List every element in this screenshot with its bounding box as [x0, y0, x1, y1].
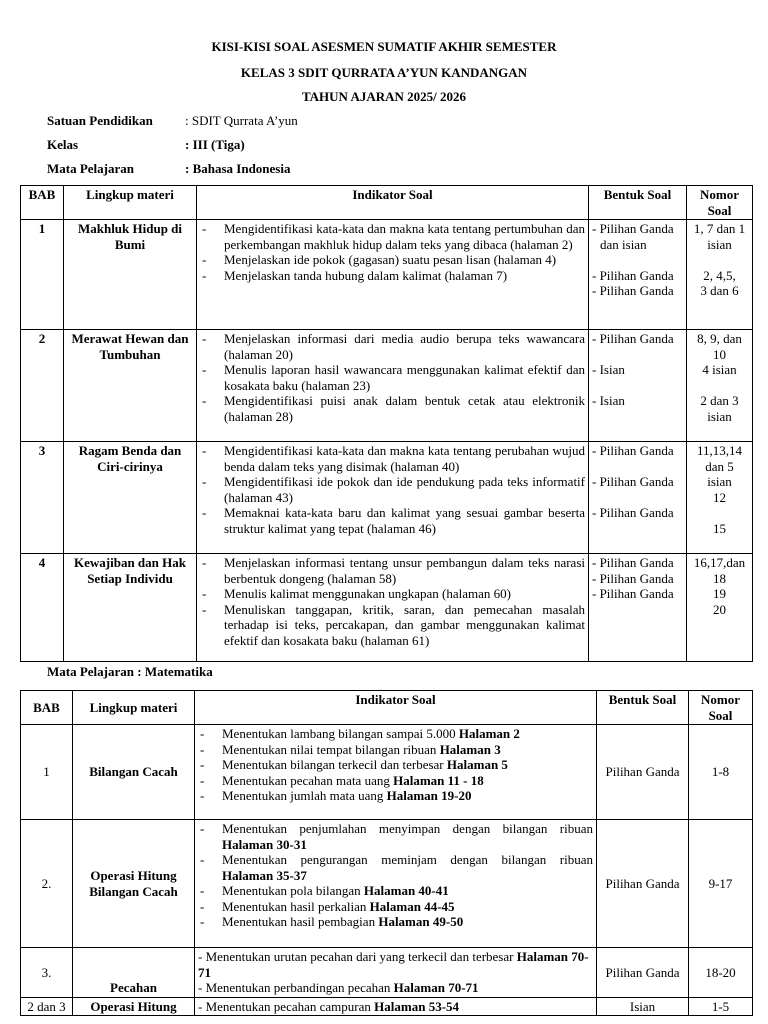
indikator-page: Halaman 44-45 — [369, 898, 455, 914]
indikator-page: Halaman 53-54 — [374, 998, 460, 1014]
indikator-text: - Menentukan urutan pecahan dari yang terkecil dan terbesar — [198, 949, 517, 964]
info-kelas-label: Kelas — [47, 137, 79, 152]
indikator-item — [198, 899, 593, 915]
cell-bab: 3. — [21, 948, 73, 998]
indikator-text: Menentukan pecahan mata uang — [222, 772, 394, 788]
bentuk-line — [592, 252, 683, 268]
info-kelas — [47, 137, 245, 153]
table-header-row — [21, 186, 753, 220]
bentuk-line: dan isian — [600, 236, 647, 252]
indikator-item — [198, 821, 593, 852]
table-row — [21, 442, 753, 554]
bentuk-line: - Pilihan Ganda — [592, 443, 674, 458]
table-row — [21, 554, 753, 662]
nomor-line: 16,17,dan — [693, 555, 746, 570]
indikator-item: - Menulis kalimat menggunakan ungkapan (halaman 60) — [200, 586, 585, 602]
indikator-item: - Mengidentifikasi kata-kata dan makna kata tentang pertumbuhan dan perkembangan makhluk hidup dalam teks yang dibaca (halaman 2) — [200, 221, 585, 252]
cell-lingkup: Merawat Hewan dan Tumbuhan — [64, 330, 197, 442]
indikator-text: - Menentukan perbandingan pecahan — [198, 980, 394, 995]
table-matematika — [20, 690, 753, 1016]
indikator-item: - Mengidentifikasi puisi anak dalam bentuk cetak atau elektronik (halaman 28) — [200, 393, 585, 424]
nomor-line: isian — [707, 474, 732, 489]
indikator-item — [198, 726, 593, 742]
cell-bentuk — [589, 220, 687, 330]
cell-bab: 1 — [21, 725, 73, 820]
table-header-row — [21, 691, 753, 725]
bentuk-line: - Pilihan Ganda — [592, 505, 674, 520]
cell-indikator — [195, 820, 597, 948]
header-indikator: Indikator Soal — [197, 186, 589, 220]
nomor-line: 19 — [713, 586, 726, 601]
indikator-item — [198, 788, 593, 804]
nomor-line: 12 — [713, 489, 726, 505]
indikator-text: Menentukan pola bilangan — [222, 883, 364, 898]
nomor-line: dan 5 — [705, 458, 734, 474]
cell-bab: 2. — [21, 820, 73, 948]
indikator-page: Halaman 40-41 — [363, 883, 449, 898]
header-bentuk: Bentuk Soal — [597, 691, 689, 725]
indikator-item — [198, 773, 593, 789]
bentuk-line: - Isian — [592, 362, 625, 377]
bentuk-line: - Pilihan Ganda — [592, 555, 674, 570]
indikator-text: - Menentukan pecahan campuran — [198, 998, 375, 1014]
table-row — [21, 820, 753, 948]
indikator-text: Menentukan pengurangan meminjam dengan bilangan ribuan — [222, 852, 593, 867]
indikator-item — [198, 914, 593, 930]
doc-title-line3: TAHUN AJARAN 2025/ 2026 — [301, 89, 467, 104]
cell-nomor — [687, 442, 753, 554]
bentuk-line — [592, 459, 683, 475]
nomor-line: 2, 4,5, — [703, 267, 736, 283]
nomor-line: 20 — [713, 601, 726, 617]
indikator-text: Menentukan hasil perkalian — [222, 898, 370, 914]
bentuk-line — [592, 378, 683, 394]
nomor-line: 15 — [713, 520, 726, 536]
indikator-page: Halaman 3 — [439, 741, 501, 757]
cell-indikator — [197, 554, 589, 662]
header-nomor: Nomor Soal — [687, 186, 753, 220]
cell-bab: 2 dan 3 — [21, 997, 73, 1016]
indikator-item — [198, 852, 593, 883]
indikator-item: - Menjelaskan ide pokok (gagasan) suatu pesan lisan (halaman 4) — [200, 252, 585, 268]
table-row — [21, 997, 753, 1016]
mapel-matematika: Mata Pelajaran : Matematika — [47, 664, 213, 679]
bentuk-line: - Pilihan Ganda — [592, 474, 674, 489]
indikator-item — [198, 883, 593, 899]
indikator-page: Halaman 35-37 — [222, 867, 307, 883]
indikator-item: - Mengidentifikasi ide pokok dan ide pendukung pada teks informatif (halaman 43) — [200, 474, 585, 505]
header-bab: BAB — [21, 691, 73, 725]
cell-nomor: 18-20 — [689, 948, 753, 998]
cell-lingkup: Makhluk Hidup di Bumi — [64, 220, 197, 330]
cell-bab: 3 — [21, 442, 64, 554]
indikator-page: Halaman 5 — [446, 757, 508, 772]
indikator-item: - Menjelaskan tanda hubung dalam kalimat (halaman 7) — [200, 268, 585, 284]
cell-nomor — [687, 330, 753, 442]
cell-indikator — [195, 725, 597, 820]
cell-indikator — [195, 997, 597, 1016]
cell-bab: 2 — [21, 330, 64, 442]
table-row — [21, 948, 753, 998]
cell-bentuk: Pilihan Ganda — [597, 725, 689, 820]
nomor-line: 2 dan 3 — [700, 393, 739, 408]
indikator-page: Halaman 11 - 18 — [393, 772, 484, 788]
cell-indikator — [195, 948, 597, 998]
cell-bentuk — [589, 330, 687, 442]
nomor-line: isian — [707, 236, 732, 252]
bentuk-line — [592, 347, 683, 363]
nomor-line: 8, 9, dan — [697, 331, 742, 346]
info-mapel-label: Mata Pelajaran — [47, 161, 135, 176]
nomor-line: 11,13,14 — [696, 443, 743, 458]
indikator-item — [198, 949, 593, 980]
info-kelas-value: : III (Tiga) — [185, 137, 245, 152]
cell-lingkup: Ragam Benda dan Ciri-cirinya — [64, 442, 197, 554]
indikator-page: Halaman 49-50 — [378, 914, 464, 929]
bentuk-line: - Pilihan Ganda — [592, 267, 674, 283]
cell-bab: 4 — [21, 554, 64, 662]
cell-bab: 1 — [21, 220, 64, 330]
bentuk-line: - Pilihan Ganda — [592, 331, 674, 346]
cell-bentuk: Isian — [597, 997, 689, 1016]
info-mapel-value: : Bahasa Indonesia — [185, 161, 291, 176]
indikator-text: Menentukan lambang bilangan sampai 5.000 — [222, 726, 459, 741]
cell-nomor — [687, 554, 753, 662]
indikator-item — [198, 980, 593, 996]
cell-bentuk — [589, 442, 687, 554]
header-lingkup: Lingkup materi — [64, 186, 197, 220]
info-mapel — [47, 161, 290, 177]
indikator-text: Menentukan nilai tempat bilangan ribuan — [222, 741, 440, 757]
indikator-item: - Menjelaskan informasi dari media audio berupa teks wawancara (halaman 20) — [200, 331, 585, 362]
indikator-item — [198, 742, 593, 758]
indikator-item — [198, 757, 593, 773]
cell-lingkup: Bilangan Cacah — [73, 725, 195, 820]
nomor-line — [690, 505, 749, 521]
bentuk-line: - Pilihan Ganda — [592, 586, 674, 601]
nomor-line: 18 — [713, 570, 726, 586]
indikator-page: Halaman 70-71 — [393, 980, 479, 995]
nomor-line: 1, 7 dan 1 — [693, 221, 746, 236]
cell-nomor: 9-17 — [689, 820, 753, 948]
cell-lingkup: Operasi Hitung — [73, 997, 195, 1016]
nomor-line: 4 isian — [702, 362, 737, 377]
nomor-line — [690, 378, 749, 394]
cell-bentuk — [589, 554, 687, 662]
cell-indikator — [197, 442, 589, 554]
indikator-item: - Memaknai kata-kata baru dan kalimat yang sesuai gambar beserta struktur kalimat yang tepat (halaman 46) — [200, 505, 585, 536]
cell-lingkup: Pecahan — [73, 948, 195, 998]
indikator-item: - Menuliskan tanggapan, kritik, saran, dan pemecahan masalah terhadap isi teks, percakapan, dan gambar menggunakan kalimat efektif dan kosakata baku (halaman 61) — [200, 602, 585, 649]
header-nomor: Nomor Soal — [689, 691, 753, 725]
header-lingkup: Lingkup materi — [73, 691, 195, 725]
indikator-page: Halaman 2 — [458, 726, 520, 741]
indikator-item: - Menulis laporan hasil wawancara menggunakan kalimat efektif dan kosakata baku (halaman 23) — [200, 362, 585, 393]
doc-title-line1: KISI-KISI SOAL ASESMEN SUMATIF AKHIR SEMESTER — [211, 39, 557, 54]
cell-nomor — [687, 220, 753, 330]
table-row — [21, 725, 753, 820]
info-satuan-label: Satuan Pendidikan — [47, 113, 153, 128]
indikator-text: Menentukan bilangan terkecil dan terbesar — [222, 757, 447, 772]
indikator-item — [198, 999, 593, 1015]
doc-title-line2: KELAS 3 SDIT QURRATA A’YUN KANDANGAN — [240, 65, 528, 80]
info-satuan-value: : SDIT Qurrata A’yun — [185, 113, 298, 128]
cell-nomor: 1-8 — [689, 725, 753, 820]
info-satuan — [47, 113, 298, 129]
header-indikator: Indikator Soal — [195, 691, 597, 725]
indikator-item: - Mengidentifikasi kata-kata dan makna kata tentang perubahan wujud benda dalam teks yang disimak (halaman 40) — [200, 443, 585, 474]
indikator-page: Halaman 19-20 — [386, 788, 472, 803]
bentuk-line: - Pilihan Ganda — [592, 221, 674, 236]
bentuk-line: - Isian — [592, 393, 625, 408]
indikator-page: Halaman 30-31 — [222, 836, 307, 852]
cell-lingkup: Operasi Hitung Bilangan Cacah — [73, 820, 195, 948]
cell-bentuk: Pilihan Ganda — [597, 820, 689, 948]
header-bab: BAB — [21, 186, 64, 220]
indikator-item: - Menjelaskan informasi tentang unsur pembangun dalam teks narasi berbentuk dongeng (halaman 58) — [200, 555, 585, 586]
cell-indikator — [197, 220, 589, 330]
cell-nomor: 1-5 — [689, 997, 753, 1016]
nomor-line: 3 dan 6 — [700, 283, 739, 298]
nomor-line: isian — [707, 408, 732, 424]
indikator-text: Menentukan jumlah mata uang — [222, 788, 387, 803]
bentuk-line: - Pilihan Ganda — [592, 570, 674, 586]
bentuk-line — [592, 490, 683, 506]
cell-lingkup: Kewajiban dan Hak Setiap Individu — [64, 554, 197, 662]
table-row — [21, 330, 753, 442]
table-bahasa-indonesia — [20, 185, 753, 662]
nomor-line — [690, 252, 749, 268]
header-bentuk: Bentuk Soal — [589, 186, 687, 220]
indikator-page: Halaman 70-71 — [198, 949, 589, 980]
table-row — [21, 220, 753, 330]
cell-bentuk: Pilihan Ganda — [597, 948, 689, 998]
indikator-text: Menentukan hasil pembagian — [222, 914, 379, 929]
nomor-line: 10 — [713, 346, 726, 362]
cell-indikator — [197, 330, 589, 442]
indikator-text: Menentukan penjumlahan menyimpan dengan bilangan ribuan — [222, 821, 593, 836]
bentuk-line: - Pilihan Ganda — [592, 283, 674, 298]
